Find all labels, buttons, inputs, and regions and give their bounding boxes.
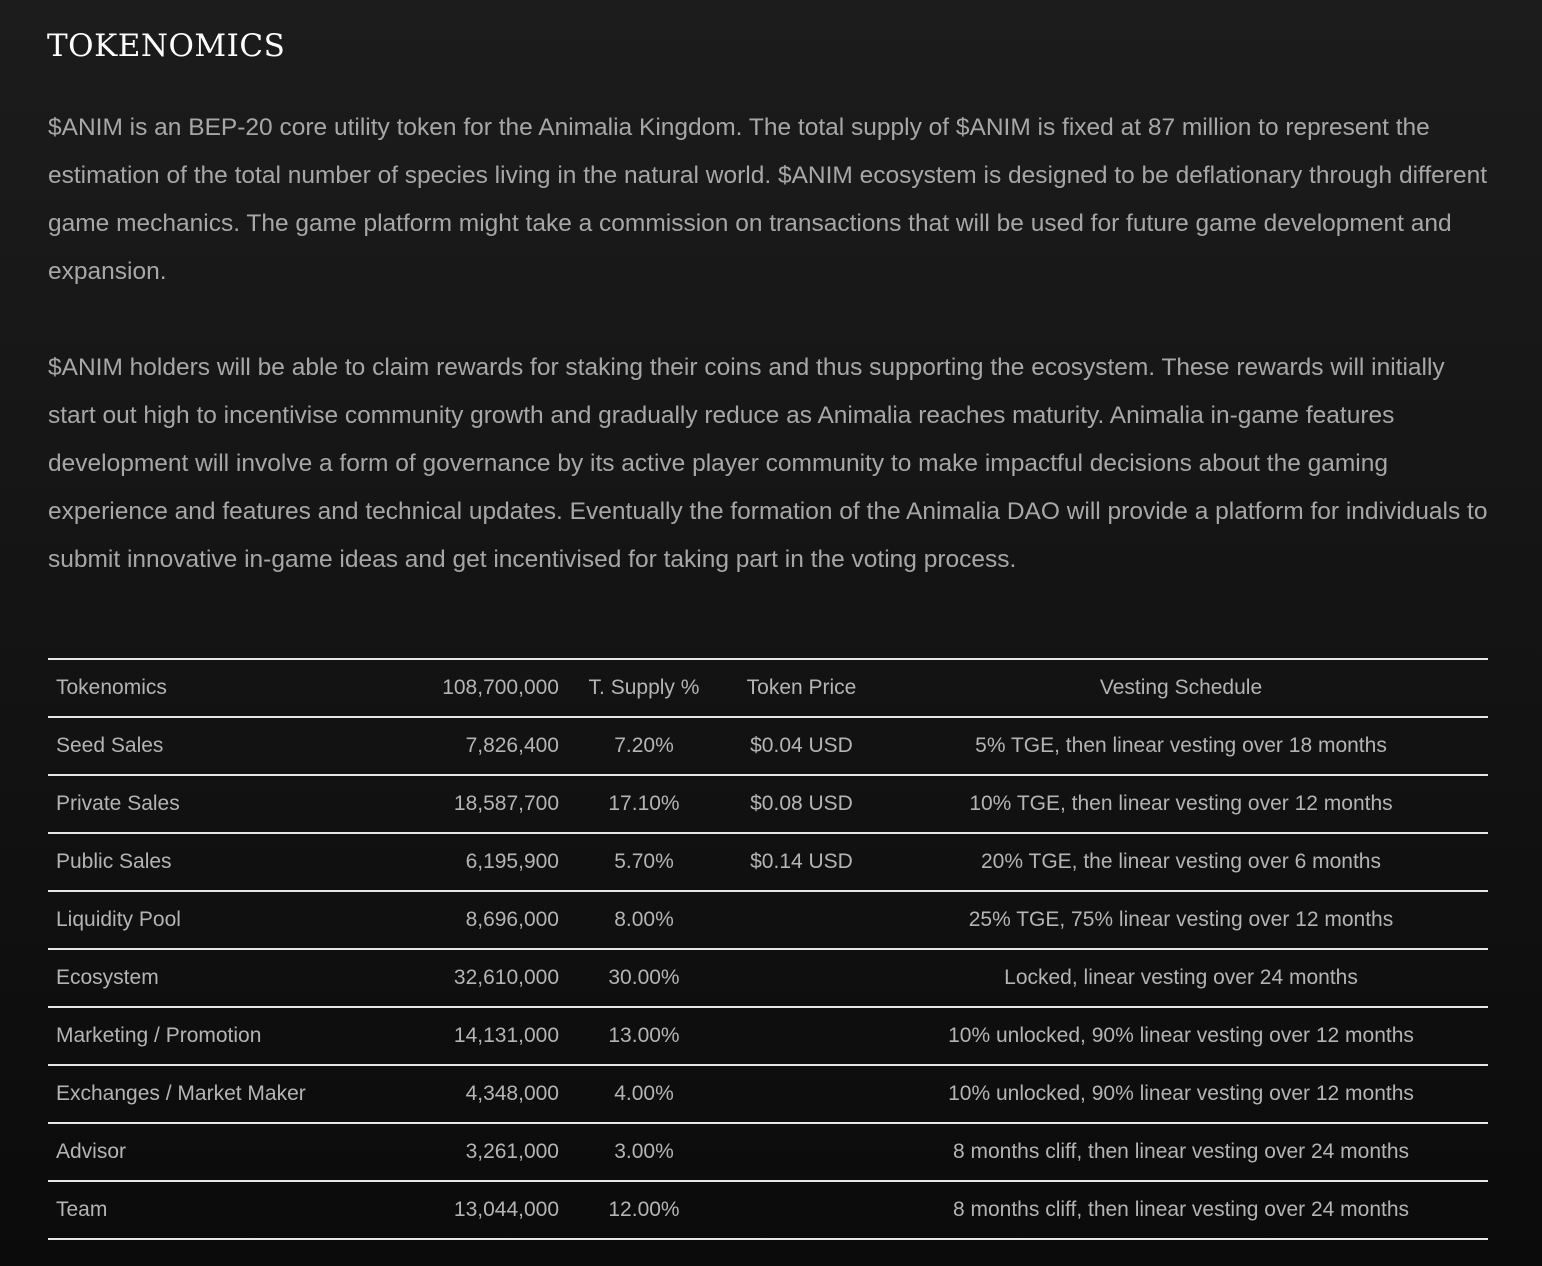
cell-amount: 7,826,400 xyxy=(409,717,559,775)
table-row xyxy=(48,891,1488,949)
tokenomics-table-container xyxy=(48,658,1488,1240)
cell-amount: 14,131,000 xyxy=(409,1007,559,1065)
cell-price xyxy=(729,1181,874,1239)
cell-price: $0.08 USD xyxy=(729,775,874,833)
cell-allocation: Private Sales xyxy=(48,775,409,833)
cell-percent: 7.20% xyxy=(559,717,729,775)
cell-percent: 13.00% xyxy=(559,1007,729,1065)
cell-amount: 32,610,000 xyxy=(409,949,559,1007)
cell-allocation: Marketing / Promotion xyxy=(48,1007,409,1065)
cell-allocation: Seed Sales xyxy=(48,717,409,775)
cell-amount: 4,348,000 xyxy=(409,1065,559,1123)
cell-vesting: 10% unlocked, 90% linear vesting over 12 months xyxy=(874,1007,1488,1065)
cell-amount: 6,195,900 xyxy=(409,833,559,891)
table-row xyxy=(48,1065,1488,1123)
cell-vesting: 8 months cliff, then linear vesting over 24 months xyxy=(874,1123,1488,1181)
cell-allocation: Exchanges / Market Maker xyxy=(48,1065,409,1123)
cell-allocation: Public Sales xyxy=(48,833,409,891)
cell-vesting: Locked, linear vesting over 24 months xyxy=(874,949,1488,1007)
header-vesting-schedule: Vesting Schedule xyxy=(874,659,1488,717)
cell-percent: 8.00% xyxy=(559,891,729,949)
table-row xyxy=(48,1123,1488,1181)
header-supply-percent: T. Supply % xyxy=(559,659,729,717)
cell-percent: 12.00% xyxy=(559,1181,729,1239)
cell-percent: 30.00% xyxy=(559,949,729,1007)
cell-amount: 8,696,000 xyxy=(409,891,559,949)
cell-vesting: 8 months cliff, then linear vesting over 24 months xyxy=(874,1181,1488,1239)
cell-price xyxy=(729,1007,874,1065)
header-total-supply: 108,700,000 xyxy=(409,659,559,717)
tokenomics-table xyxy=(48,658,1488,1240)
cell-amount: 3,261,000 xyxy=(409,1123,559,1181)
cell-percent: 4.00% xyxy=(559,1065,729,1123)
table-row xyxy=(48,1181,1488,1239)
page-title: TOKENOMICS xyxy=(47,28,286,64)
cell-allocation: Advisor xyxy=(48,1123,409,1181)
cell-allocation: Liquidity Pool xyxy=(48,891,409,949)
table-row xyxy=(48,717,1488,775)
cell-allocation: Team xyxy=(48,1181,409,1239)
intro-paragraph-2: $ANIM holders will be able to claim rewards for staking their coins and thus supporting the ecosystem. These rewards will initially start out high to incentivise community growth and gradually reduce as Animalia reaches maturity. Animalia in-game features development will involve a form of governance by its active player community to make impactful decisions about the gaming experience and features and technical updates. Eventually the formation of the Animalia DAO will provide a platform for individuals to submit innovative in-game ideas and get incentivised for taking part in the voting process. xyxy=(48,354,1488,573)
cell-vesting: 10% unlocked, 90% linear vesting over 12 months xyxy=(874,1065,1488,1123)
cell-vesting: 20% TGE, the linear vesting over 6 months xyxy=(874,833,1488,891)
table-row xyxy=(48,1007,1488,1065)
cell-percent: 17.10% xyxy=(559,775,729,833)
cell-price: $0.14 USD xyxy=(729,833,874,891)
cell-price: $0.04 USD xyxy=(729,717,874,775)
cell-percent: 3.00% xyxy=(559,1123,729,1181)
table-row xyxy=(48,833,1488,891)
cell-percent: 5.70% xyxy=(559,833,729,891)
cell-price xyxy=(729,891,874,949)
cell-vesting: 10% TGE, then linear vesting over 12 months xyxy=(874,775,1488,833)
cell-price xyxy=(729,949,874,1007)
intro-paragraph-1: $ANIM is an BEP-20 core utility token for the Animalia Kingdom. The total supply of $ANIM is fixed at 87 million to represent the estimation of the total number of species living in the natural world. $ANIM ecosystem is designed to be deflationary through different game mechanics. The game platform might take a commission on transactions that will be used for future game development and expansion. xyxy=(48,114,1488,285)
header-token-price: Token Price xyxy=(729,659,874,717)
cell-amount: 18,587,700 xyxy=(409,775,559,833)
cell-price xyxy=(729,1065,874,1123)
cell-allocation: Ecosystem xyxy=(48,949,409,1007)
cell-vesting: 5% TGE, then linear vesting over 18 months xyxy=(874,717,1488,775)
cell-amount: 13,044,000 xyxy=(409,1181,559,1239)
cell-price xyxy=(729,1123,874,1181)
table-row xyxy=(48,775,1488,833)
table-header-row xyxy=(48,659,1488,717)
table-row xyxy=(48,949,1488,1007)
cell-vesting: 25% TGE, 75% linear vesting over 12 months xyxy=(874,891,1488,949)
header-tokenomics: Tokenomics xyxy=(48,659,409,717)
